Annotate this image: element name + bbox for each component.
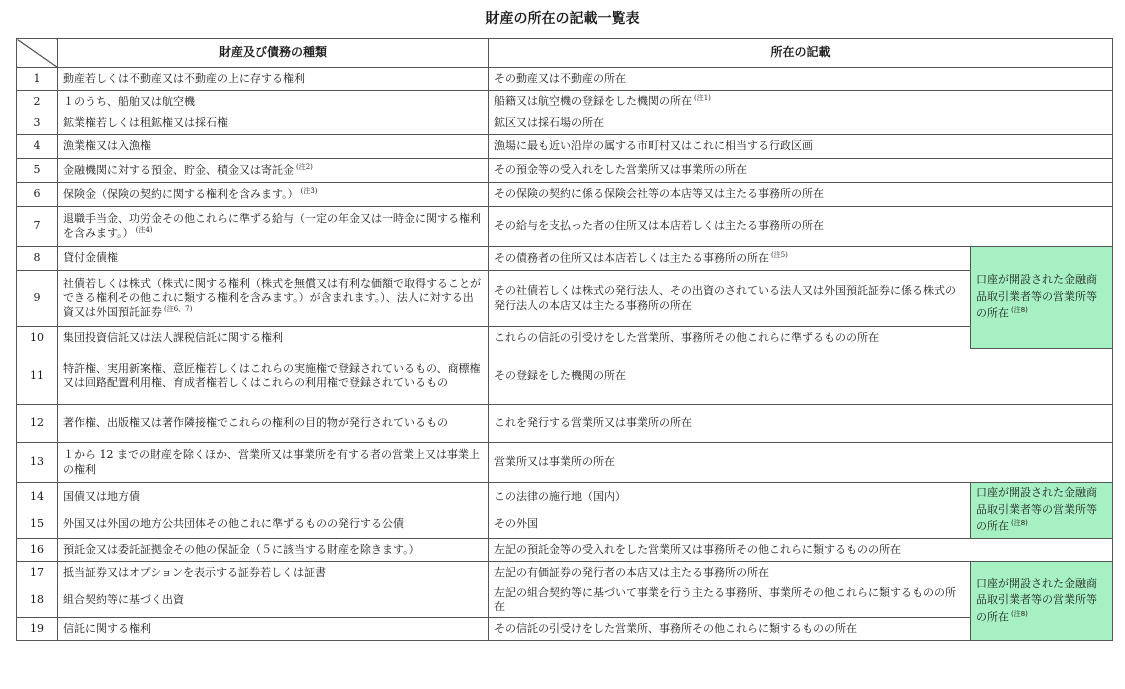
location-cell: その動産又は不動産の所在 xyxy=(489,68,1113,91)
kind-cell: １のうち、船舶又は航空機 xyxy=(58,91,489,113)
kind-cell: 抵当証券又はオプションを表示する証券若しくは証書 xyxy=(58,562,489,584)
table-row xyxy=(17,483,1113,511)
table-row xyxy=(17,405,1113,443)
row-number: 9 xyxy=(17,271,58,327)
row-number: 7 xyxy=(17,207,58,247)
row-number: 2 xyxy=(17,91,58,113)
account-location-note: 口座が開設された金融商品取引業者等の営業所等の所在 $^{(注8)}$ xyxy=(971,483,1113,539)
kind-cell: 社債若しくは株式（株式に関する権利（株式を無償又は有利な価額で取得することができる権利その他これに類する権利を含みます。）が含まれます。）、法人に対する出資又は外国預託証券 $^{(注6、7)}$ xyxy=(58,271,489,327)
table-row xyxy=(17,584,1113,618)
row-number: 15 xyxy=(17,511,58,539)
table-row xyxy=(17,135,1113,159)
row-number: 12 xyxy=(17,405,58,443)
kind-cell: 鉱業権若しくは租鉱権又は採石権 xyxy=(58,113,489,135)
table-row xyxy=(17,159,1113,183)
table-row xyxy=(17,562,1113,584)
note-marker: (注2) xyxy=(296,163,313,172)
kind-cell: 貸付金債権 xyxy=(58,247,489,271)
kind-cell: 著作権、出版権又は著作隣接権でこれらの権利の目的物が発行されているもの xyxy=(58,405,489,443)
kind-cell: 保険金（保険の契約に関する権利を含みます。） $^{(注3)}$ xyxy=(58,183,489,207)
page-title: 財産の所在の記載一覧表 xyxy=(485,11,640,27)
corner-cell xyxy=(17,39,58,68)
row-number: 5 xyxy=(17,159,58,183)
row-number: 1 xyxy=(17,68,58,91)
location-cell: 左記の組合契約等に基づいて事業を行う主たる事務所、事業所その他これらに類するものの所在 xyxy=(489,584,971,618)
note-marker: (注4) xyxy=(135,226,153,235)
kind-cell: 退職手当金、功労金その他これらに準ずる給与（一定の年金又は一時金に関する権利を含みます。） $^{(注4)}$ xyxy=(58,207,489,247)
location-cell: 左記の有価証券の発行者の本店又は主たる事務所の所在 xyxy=(489,562,971,584)
table-row xyxy=(17,539,1113,562)
row-number: 14 xyxy=(17,483,58,511)
table-row xyxy=(17,207,1113,247)
row-number: 11 xyxy=(17,349,58,405)
table-row xyxy=(17,511,1113,539)
location-cell: その信託の引受けをした営業所、事務所その他これらに類するものの所在 xyxy=(489,618,971,641)
row-number: 19 xyxy=(17,618,58,641)
location-cell: これらの信託の引受けをした営業所、事務所その他これらに準ずるものの所在 xyxy=(489,327,971,349)
table-row xyxy=(17,68,1113,91)
table-row xyxy=(17,618,1113,641)
location-cell: 営業所又は事業所の所在 xyxy=(489,443,1113,483)
kind-cell: 金融機関に対する預金、貯金、積金又は寄託金 $^{(注2)}$ xyxy=(58,159,489,183)
row-number: 6 xyxy=(17,183,58,207)
table-row xyxy=(17,113,1113,135)
location-cell: 船籍又は航空機の登録をした機関の所在 $^{(注1)}$ xyxy=(489,91,1113,113)
header-location: 所在の記載 xyxy=(489,39,1113,68)
table-row xyxy=(17,443,1113,483)
location-cell: その社債若しくは株式の発行法人、その出資のされている法人又は外国預託証券に係る株式の発行法人の本店又は主たる事務所の所在 xyxy=(489,271,971,327)
row-number: 10 xyxy=(17,327,58,349)
kind-cell: 集団投資信託又は法人課税信託に関する権利 xyxy=(58,327,489,349)
note-marker: (注6、7) xyxy=(164,305,193,314)
account-location-note: 口座が開設された金融商品取引業者等の営業所等の所在 $^{(注8)}$ xyxy=(971,247,1113,349)
row-number: 18 xyxy=(17,584,58,618)
location-cell: その給与を支払った者の住所又は本店若しくは主たる事務所の所在 xyxy=(489,207,1113,247)
note-marker: (注3) xyxy=(300,187,318,196)
location-cell: 左記の預託金等の受入れをした営業所又は事務所その他これらに類するものの所在 xyxy=(489,539,1113,562)
header-kind: 財産及び債務の種類 xyxy=(58,39,489,68)
location-cell: その預金等の受入れをした営業所又は事業所の所在 xyxy=(489,159,1113,183)
property-location-table xyxy=(16,38,1113,641)
row-number: 13 xyxy=(17,443,58,483)
note-marker: (注1) xyxy=(694,94,711,103)
table-row xyxy=(17,183,1113,207)
kind-cell: 特許権、実用新案権、意匠権若しくはこれらの実施権で登録されているもの、商標権又は回路配置利用権、育成者権若しくはこれらの利用権で登録されているもの xyxy=(58,349,489,405)
table-row xyxy=(17,349,1113,405)
location-cell: これを発行する営業所又は事業所の所在 xyxy=(489,405,1113,443)
kind-cell: 国債又は地方債 xyxy=(58,483,489,511)
location-cell: 漁場に最も近い沿岸の属する市町村又はこれに相当する行政区画 xyxy=(489,135,1113,159)
table-row xyxy=(17,271,1113,327)
table-row xyxy=(17,327,1113,349)
location-cell: その債務者の住所又は本店若しくは主たる事務所の所在 $^{(注5)}$ xyxy=(489,247,971,271)
row-number: 17 xyxy=(17,562,58,584)
kind-cell: 預託金又は委託証拠金その他の保証金（５に該当する財産を除きます。） xyxy=(58,539,489,562)
kind-cell: １から 12 までの財産を除くほか、営業所又は事業所を有する者の営業上又は事業上の権利 xyxy=(58,443,489,483)
location-cell: その保険の契約に係る保険会社等の本店等又は主たる事務所の所在 xyxy=(489,183,1113,207)
kind-cell: 外国又は外国の地方公共団体その他これに準ずるものの発行する公債 xyxy=(58,511,489,539)
account-location-note: 口座が開設された金融商品取引業者等の営業所等の所在 $^{(注8)}$ xyxy=(971,562,1113,641)
row-number: 3 xyxy=(17,113,58,135)
location-cell: この法律の施行地（国内） xyxy=(489,483,971,511)
kind-cell: 信託に関する権利 xyxy=(58,618,489,641)
row-number: 16 xyxy=(17,539,58,562)
kind-cell: 組合契約等に基づく出資 xyxy=(58,584,489,618)
row-number: 4 xyxy=(17,135,58,159)
table-row xyxy=(17,91,1113,113)
header-row xyxy=(17,39,1113,68)
location-cell: その登録をした機関の所在 xyxy=(489,349,1113,405)
kind-cell: 漁業権又は入漁権 xyxy=(58,135,489,159)
table-row xyxy=(17,247,1113,271)
row-number: 8 xyxy=(17,247,58,271)
note-marker: (注5) xyxy=(771,251,788,260)
location-cell: その外国 xyxy=(489,511,971,539)
location-cell: 鉱区又は採石場の所在 xyxy=(489,113,1113,135)
kind-cell: 動産若しくは不動産又は不動産の上に存する権利 xyxy=(58,68,489,91)
